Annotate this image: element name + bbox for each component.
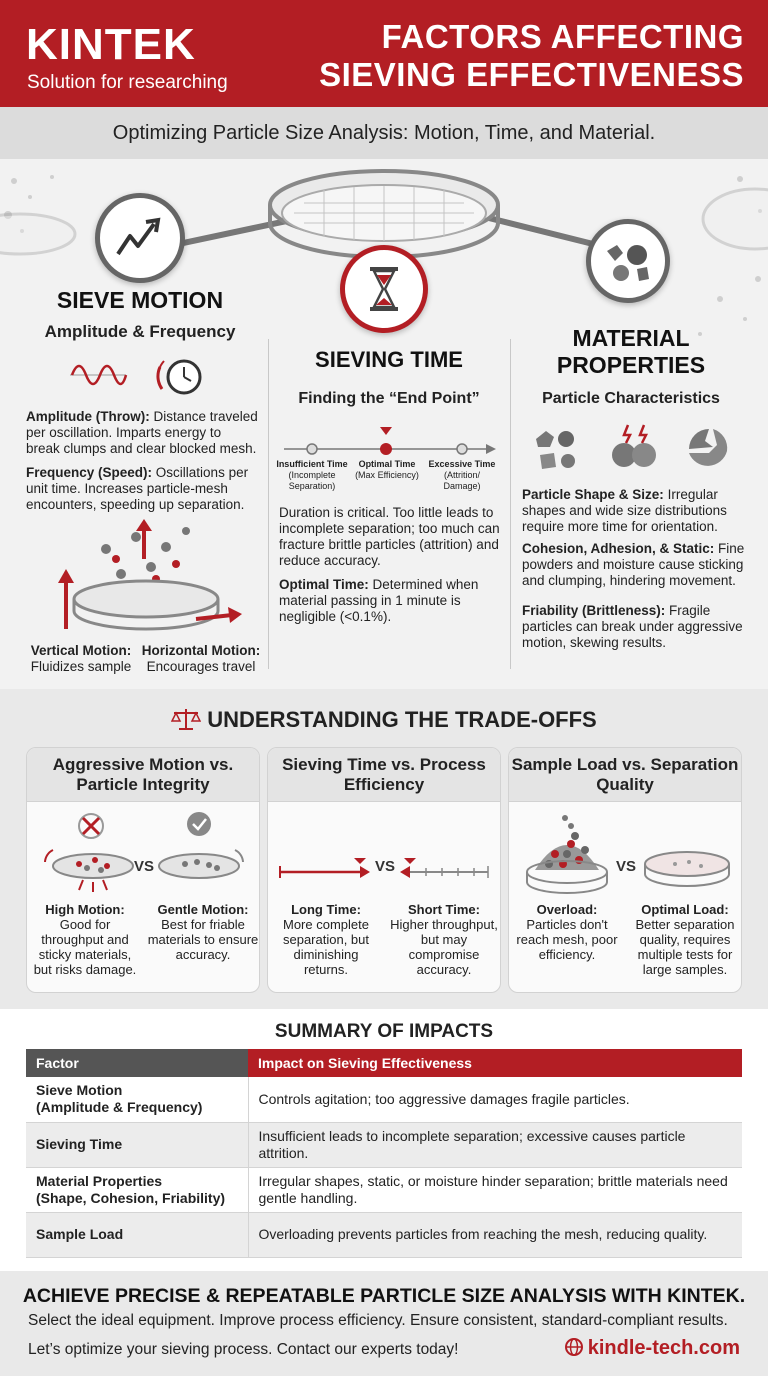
sieve-motion-subtitle: Amplitude & Frequency: [44, 322, 236, 341]
optimal-load-sieve-icon: [635, 810, 742, 894]
page-title-line1: FACTORS AFFECTING: [381, 18, 744, 55]
page-title: [319, 18, 744, 94]
factor-name: Sieving Time: [36, 1136, 123, 1152]
trend-arrow-icon: [114, 216, 166, 260]
cohesion-label: Cohesion, Adhesion, & Static:: [522, 541, 715, 556]
high-motion-sieve-icon: [35, 810, 145, 894]
cohesion-text: Fine powders and moisture cause sticking and clumping, hindering movement.: [522, 541, 745, 588]
vs-label: VS: [616, 858, 637, 875]
frequency-text: Oscillations per unit time. Increases particle-mesh encounters, speeding up separation.: [26, 465, 249, 512]
material-subtitle: Particle Characteristics: [542, 390, 720, 407]
kintek-logo[interactable]: KINTEK: [26, 20, 196, 69]
friability-description: [522, 603, 748, 651]
optimal-time-description: [279, 577, 501, 625]
friability-label: Friability (Brittleness):: [522, 603, 666, 618]
high-motion-text: Good for throughput and sticky materials, but risks damage.: [33, 917, 137, 977]
stopwatch-icon: [154, 353, 210, 399]
factor-detail: (Shape, Cohesion, Friability): [36, 1189, 226, 1206]
timeline-label-excessive: [426, 459, 498, 492]
cohesion-description: [522, 541, 748, 589]
table-row: [26, 1167, 742, 1212]
material-title: [520, 325, 742, 379]
short-time-text: Higher throughput, but may compromise accuracy.: [390, 917, 498, 977]
column-divider-2: [510, 339, 511, 669]
vertical-motion-label: Vertical Motion:: [30, 643, 132, 658]
footer: [0, 1271, 768, 1376]
globe-icon: [564, 1337, 584, 1357]
timeline-insufficient-note: (Incomplete Separation): [288, 470, 336, 491]
vs-label: VS: [375, 858, 396, 875]
website-link-text[interactable]: kindle-tech.com: [587, 1337, 740, 1359]
vertical-motion-text: Fluidizes sample: [30, 659, 132, 674]
impact-cell: Insufficient leads to incomplete separation; excessive causes particle attrition.: [248, 1122, 742, 1167]
gentle-motion-caption: [147, 902, 259, 962]
particles-icon: [603, 239, 653, 283]
optimal-load-label: Optimal Load:: [641, 902, 729, 917]
timeline-optimal-label: Optimal Time: [358, 459, 416, 469]
static-particles-icon: [606, 421, 662, 473]
friability-text: Fragile particles can break under aggressive motion, skewing results.: [522, 603, 743, 650]
overload-label: Overload:: [536, 902, 598, 917]
factor-cell: [26, 1077, 248, 1122]
duration-text: Duration is critical. Too little leads to incomplete separation; too much can fracture brittle particles (attrition) and reduce accuracy.: [279, 505, 500, 568]
horizontal-motion-text: Encourages travel: [146, 659, 256, 674]
short-time-label: Short Time:: [408, 902, 480, 917]
footer-benefits: Select the ideal equipment. Improve process efficiency. Ensure consistent, standard-compliant results.: [28, 1312, 728, 1329]
gentle-motion-text: Best for friable materials to ensure accuracy.: [147, 917, 259, 962]
amplitude-label: Amplitude (Throw):: [26, 409, 150, 424]
timeline-insufficient-label: Insufficient Time: [276, 459, 348, 469]
horizontal-motion-label: Horizontal Motion:: [141, 643, 261, 658]
factor-cell: [26, 1122, 248, 1167]
shape-size-description: [522, 487, 748, 535]
timeline-label-insufficient: [274, 459, 350, 492]
vertical-motion-caption: [26, 643, 136, 675]
factor-cell: [26, 1167, 248, 1212]
column-divider-1: [268, 339, 269, 669]
frequency-label: Frequency (Speed):: [26, 465, 153, 480]
amplitude-description: [26, 409, 258, 457]
tradeoff-card-title: Aggressive Motion vs. Particle Integrity: [27, 748, 259, 802]
optimal-time-label: Optimal Time:: [279, 577, 369, 592]
factor-cell: [26, 1212, 248, 1257]
short-time-caption: [388, 902, 500, 977]
shape-size-text: Irregular shapes and wide size distributions require more time for orientation.: [522, 487, 727, 534]
material-icon-circle: [586, 219, 670, 303]
high-motion-label: High Motion:: [45, 902, 125, 917]
tagline: Solution for researching: [27, 72, 228, 93]
optimal-load-text: Better separation quality, requires multiple tests for large samples.: [635, 917, 735, 977]
amplitude-text: Distance traveled per oscillation. Imparts energy to break clumps and clear blocked mesh.: [26, 409, 258, 456]
overload-text: Particles don't reach mesh, poor efficiency.: [516, 917, 618, 962]
tradeoffs-section: [0, 689, 768, 1009]
tradeoffs-title: [0, 707, 768, 733]
tradeoff-card-title: Sieving Time vs. Process Efficiency: [268, 748, 500, 802]
motion-icon-circle: [95, 193, 185, 283]
optimal-time-text: Determined when material passing in 1 minute is negligible (<0.1%).: [279, 577, 479, 624]
header-banner: [0, 0, 768, 107]
gentle-motion-label: Gentle Motion:: [157, 902, 249, 917]
hourglass-icon: [368, 265, 400, 313]
irregular-particles-icon: [532, 425, 580, 473]
website-link[interactable]: [564, 1337, 740, 1360]
overload-sieve-icon: [515, 810, 625, 894]
timeline-label-optimal: [350, 459, 424, 481]
subtitle: Optimizing Particle Size Analysis: Motion, Time, and Material.: [0, 107, 768, 159]
sieving-time-title: SIEVING TIME: [315, 347, 463, 372]
table-row: [26, 1077, 742, 1122]
timeline-excessive-note: (Attrition/ Damage): [443, 470, 481, 491]
material-title-line2: PROPERTIES: [556, 352, 706, 378]
factor-name: Sample Load: [36, 1226, 124, 1242]
long-time-text: More complete separation, but diminishing returns.: [282, 917, 369, 977]
page-title-line2: SIEVING EFFECTIVENESS: [319, 56, 744, 93]
tradeoff-card-title: Sample Load vs. Separation Quality: [509, 748, 741, 802]
long-time-caption: [270, 902, 382, 977]
time-icon-circle: [340, 245, 428, 333]
sieve-motion-title: SIEVE MOTION: [56, 287, 224, 313]
tradeoff-card-load: [508, 747, 742, 993]
factors-section: [0, 159, 768, 689]
long-time-label: Long Time:: [291, 902, 361, 917]
high-motion-caption: [29, 902, 141, 977]
scale-icon: [171, 707, 201, 731]
factor-detail: (Amplitude & Frequency): [36, 1099, 203, 1116]
timeline-excessive-label: Excessive Time: [428, 459, 496, 469]
impact-cell: Controls agitation; too aggressive damages fragile particles.: [248, 1077, 742, 1122]
wave-icon: [68, 355, 128, 395]
table-row: [26, 1122, 742, 1167]
table-row: [26, 1212, 742, 1257]
overload-caption: [511, 902, 623, 962]
sieving-time-subtitle: Finding the “End Point”: [298, 390, 480, 407]
summary-header-row: [26, 1049, 742, 1077]
optimal-load-caption: [629, 902, 741, 977]
summary-table: [26, 1049, 742, 1258]
timeline-optimal-note: (Max Efficiency): [355, 470, 419, 480]
factor-name: Sieve Motion: [36, 1082, 123, 1099]
material-title-line1: MATERIAL: [572, 325, 690, 351]
broken-particle-icon: [683, 423, 733, 473]
summary-section: [0, 1009, 768, 1271]
vs-label: VS: [134, 858, 155, 875]
horizontal-motion-caption: [140, 643, 262, 675]
tradeoff-card-motion: [26, 747, 260, 993]
footer-cta: Let’s optimize your sieving process. Contact our experts today!: [28, 1341, 459, 1358]
impact-cell: Irregular shapes, static, or moisture hinder separation; brittle materials need gentle handling.: [248, 1167, 742, 1212]
impact-column-header: Impact on Sieving Effectiveness: [248, 1049, 742, 1077]
tradeoff-card-time: [267, 747, 501, 993]
factor-name: Material Properties: [36, 1172, 163, 1189]
vibrating-sieve-icon: [46, 519, 246, 639]
frequency-description: [26, 465, 258, 513]
factor-column-header: Factor: [26, 1049, 248, 1077]
long-time-arrow-icon: [276, 856, 376, 886]
tradeoffs-title-text: UNDERSTANDING THE TRADE-OFFS: [207, 707, 597, 732]
footer-title: ACHIEVE PRECISE & REPEATABLE PARTICLE SIZE ANALYSIS WITH KINTEK.: [22, 1285, 746, 1307]
short-time-arrow-icon: [396, 856, 496, 886]
shape-size-label: Particle Shape & Size:: [522, 487, 664, 502]
summary-title: SUMMARY OF IMPACTS: [274, 1021, 494, 1042]
gentle-motion-sieve-icon: [147, 810, 257, 894]
impact-cell: Overloading prevents particles from reaching the mesh, reducing quality.: [248, 1212, 742, 1257]
